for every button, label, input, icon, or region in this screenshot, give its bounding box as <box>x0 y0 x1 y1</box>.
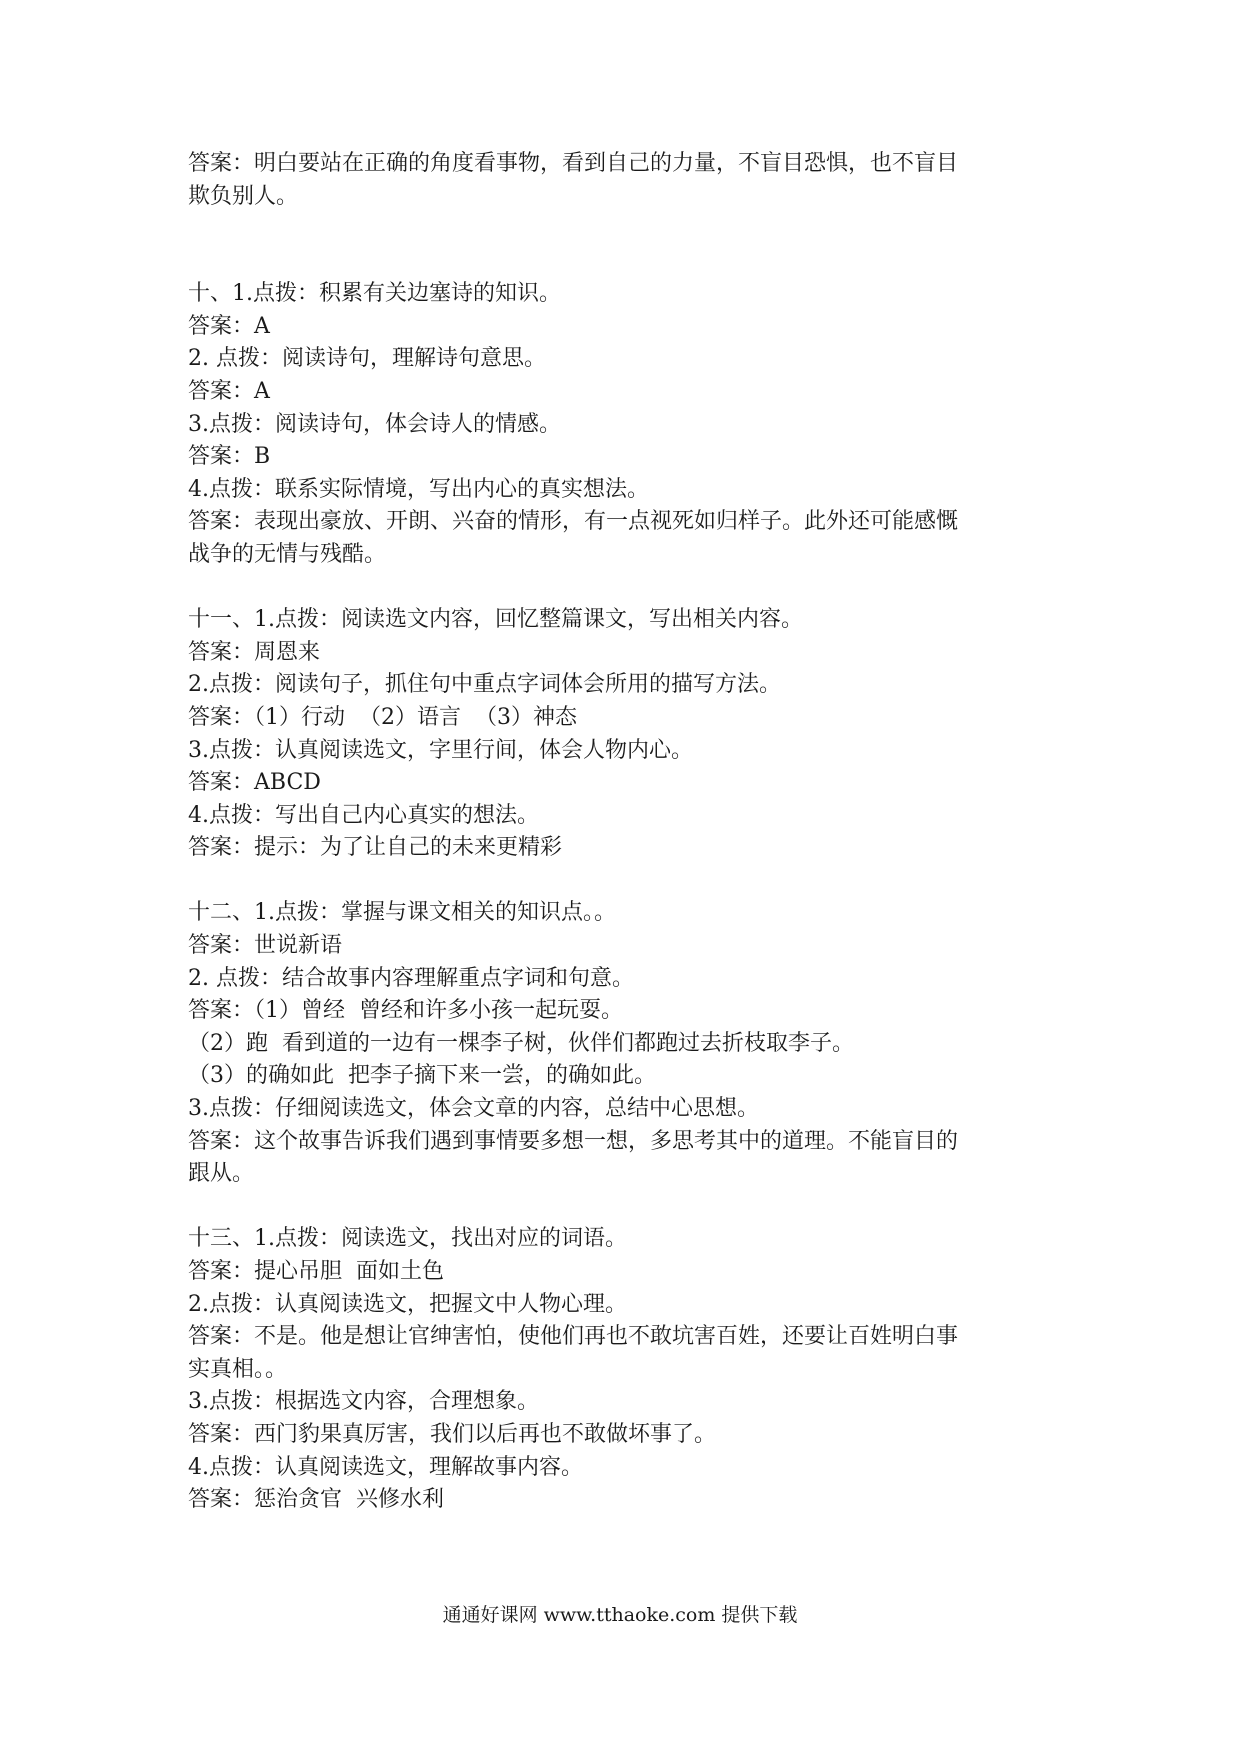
section-ten <box>188 278 1068 571</box>
text-line: 答案：（1）行动 （2）语言 （3）神态 <box>188 704 577 730</box>
text-line: 实真相。。 <box>188 1356 288 1382</box>
text-line: （2）跑 看到道的一边有一棵李子树，伙伴们都跑过去折枝取李子。 <box>188 1030 854 1056</box>
intro-block <box>188 148 1068 213</box>
text-line: 答案：A <box>188 378 270 404</box>
text-line: 答案：周恩来 <box>188 639 321 665</box>
text-line: 答案：西门豹果真厉害，我们以后再也不敢做坏事了。 <box>188 1421 717 1447</box>
text-line: （3）的确如此 把李子摘下来一尝，的确如此。 <box>188 1063 656 1089</box>
text-line: 4.点拨：写出自己内心真实的想法。 <box>188 802 539 828</box>
text-line: 3.点拨：阅读诗句，体会诗人的情感。 <box>188 411 561 437</box>
text-line: 答案：提示：为了让自己的未来更精彩 <box>188 835 563 861</box>
text-line: 答案：明白要站在正确的角度看事物，看到自己的力量，不盲目恐惧，也不盲目 <box>188 151 959 176</box>
text-line: 答案：ABCD <box>188 770 321 796</box>
section-thirteen <box>188 1223 1068 1516</box>
section-heading: 十一、1.点拨：阅读选文内容，回忆整篇课文，写出相关内容。 <box>188 607 803 633</box>
page-footer: 通通好课网 www.tthaoke.com 提供下载 <box>442 1604 798 1626</box>
text-line: 跟从。 <box>188 1161 255 1187</box>
text-line: 答案：B <box>188 444 271 470</box>
text-line: 3.点拨：认真阅读选文，字里行间，体会人物内心。 <box>188 737 693 763</box>
section-twelve <box>188 897 1068 1190</box>
text-line: 答案：A <box>188 313 270 339</box>
text-line: 欺负别人。 <box>188 183 299 209</box>
text-line: 答案：（1）曾经 曾经和许多小孩一起玩耍。 <box>188 998 623 1024</box>
text-line: 4.点拨：认真阅读选文，理解故事内容。 <box>188 1454 583 1480</box>
text-line: 4.点拨：联系实际情境，写出内心的真实想法。 <box>188 476 649 502</box>
text-line: 答案：这个故事告诉我们遇到事情要多想一想，多思考其中的道理。不能盲目的 <box>188 1128 959 1154</box>
text-line: 3.点拨：仔细阅读选文，体会文章的内容，总结中心思想。 <box>188 1096 759 1122</box>
text-line: 答案：不是。他是想让官绅害怕，使他们再也不敢坑害百姓，还要让百姓明白事 <box>188 1324 959 1350</box>
text-line: 2.点拨：认真阅读选文，把握文中人物心理。 <box>188 1291 627 1317</box>
section-heading: 十、1.点拨：积累有关边塞诗的知识。 <box>188 281 561 307</box>
text-line: 2.点拨：阅读句子，抓住句中重点字词体会所用的描写方法。 <box>188 672 781 698</box>
text-line: 3.点拨：根据选文内容，合理想象。 <box>188 1389 539 1415</box>
text-line: 答案：提心吊胆 面如土色 <box>188 1259 444 1284</box>
section-heading: 十三、1.点拨：阅读选文，找出对应的词语。 <box>188 1226 627 1252</box>
text-line: 答案：表现出豪放、开朗、兴奋的情形，有一点视死如归样子。此外还可能感慨 <box>188 509 959 535</box>
answer-document <box>188 148 1068 1517</box>
text-line: 2. 点拨：结合故事内容理解重点字词和句意。 <box>188 965 634 991</box>
text-line: 2. 点拨：阅读诗句，理解诗句意思。 <box>188 346 546 372</box>
section-eleven <box>188 604 1068 865</box>
section-heading: 十二、1.点拨：掌握与课文相关的知识点。。 <box>188 900 616 926</box>
text-line: 答案：惩治贪官 兴修水利 <box>188 1487 444 1513</box>
text-line: 答案：世说新语 <box>188 933 343 959</box>
text-line: 战争的无情与残酷。 <box>188 541 387 567</box>
